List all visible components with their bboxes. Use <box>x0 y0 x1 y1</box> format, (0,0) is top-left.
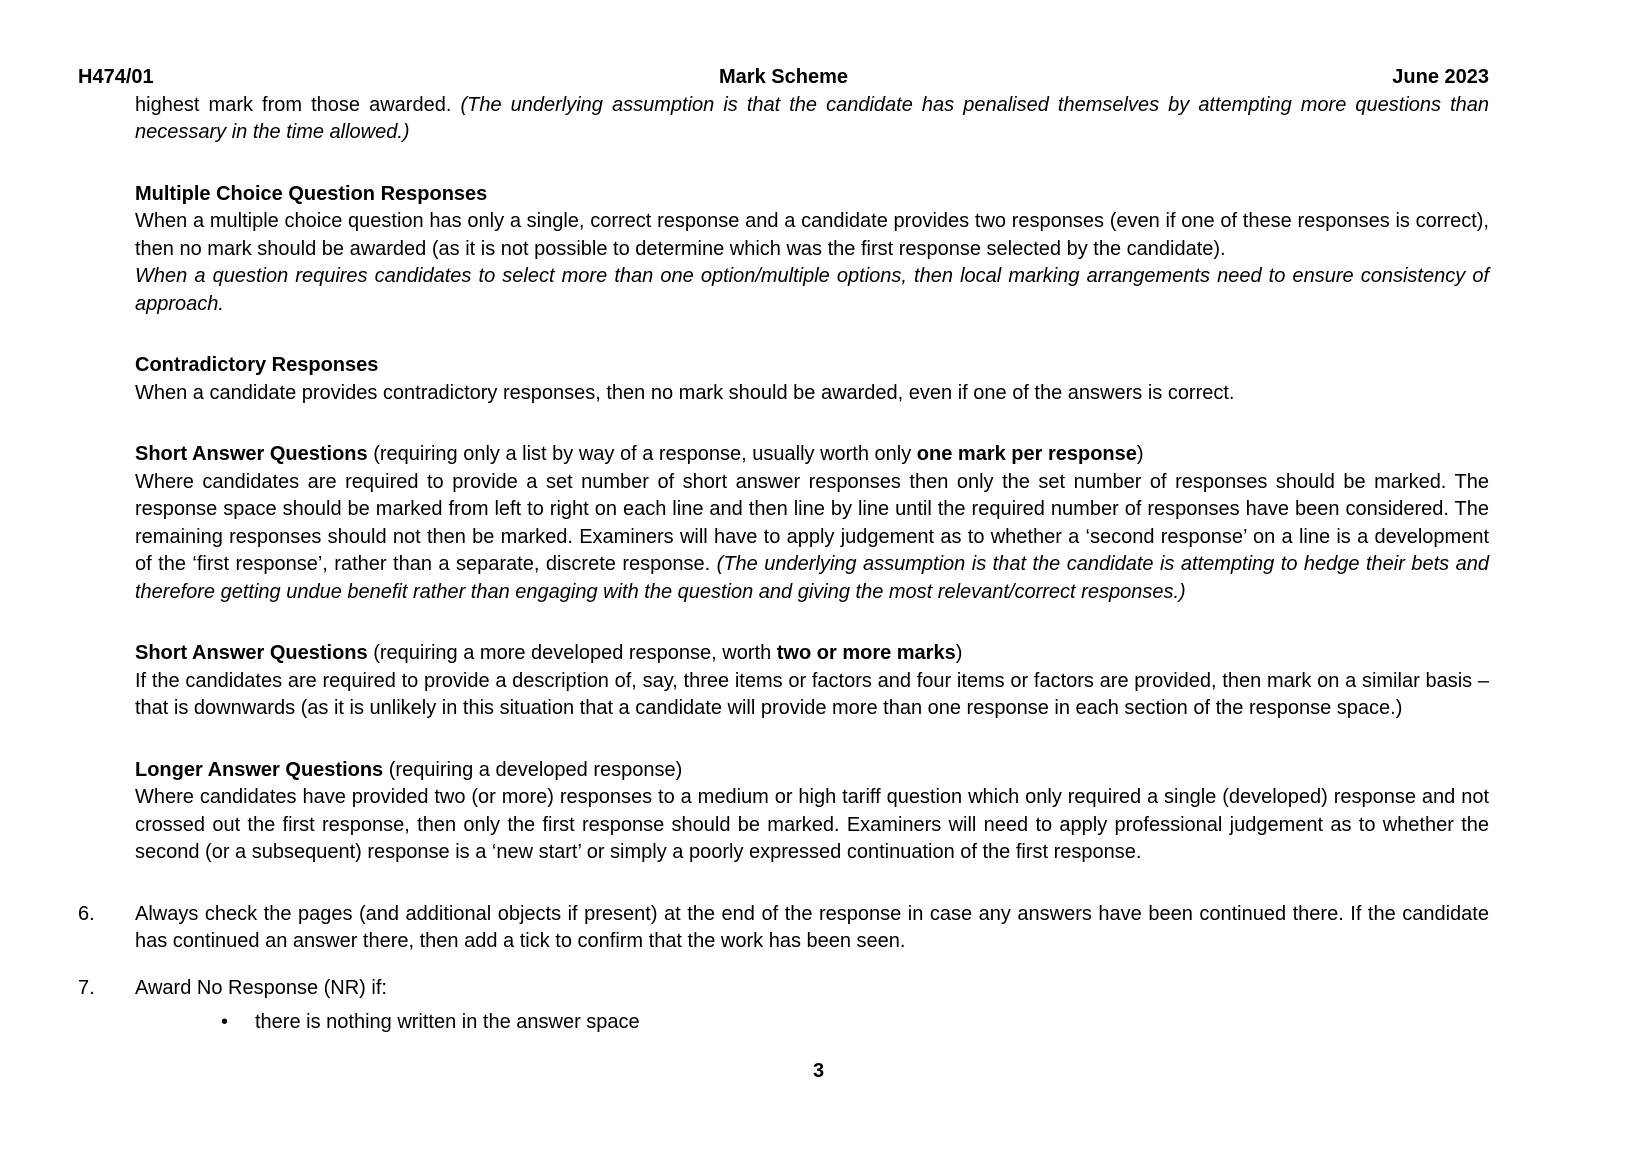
continuation-italic-note: (The underlying assumption is that the candidate has penalised themselves by attempting more questions than necessary in the time allowed.) <box>135 93 1489 143</box>
section-paragraph: Where candidates have provided two (or more) responses to a medium or high tariff question which only required a single (developed) response and not crossed out the first response, then only the first response should be marked. Examiners will need to apply professional judgement as to whether the second (or a subsequent) response is a ‘new start’ or simply a poorly expressed continuation of the first response. <box>135 786 1489 863</box>
bullet-item <box>135 1009 1489 1037</box>
section-short-answer-list <box>135 441 1489 606</box>
item-number: 7. <box>78 976 95 999</box>
section-paragraph-italic: When a question requires candidates to select more than one option/multiple options, then local marking arrangements need to ensure consistency of approach. <box>135 265 1489 315</box>
page-number: 3 <box>812 1060 825 1082</box>
section-heading: Contradictory Responses <box>135 354 379 376</box>
section-short-answer-developed <box>135 640 1489 723</box>
section-paragraph: When a candidate provides contradictory responses, then no mark should be awarded, even if one of the answers is correct. <box>135 381 1235 404</box>
section-longer-answer <box>135 757 1489 867</box>
section-contradictory-responses <box>135 352 1489 407</box>
header-title: Mark Scheme <box>719 66 848 88</box>
document-header <box>78 64 1489 92</box>
section-heading: Short Answer Questions (requiring a more developed response, worth two or more marks) <box>135 642 963 664</box>
bullet-text: there is nothing written in the answer space <box>255 1011 640 1033</box>
item-number: 6. <box>78 902 95 925</box>
section-heading: Multiple Choice Question Responses <box>135 182 488 205</box>
section-paragraph: If the candidates are required to provide a description of, say, three items or factors and four items or factors are provided, then mark on a similar basis – that is downwards (as it is unlikely in this situation that a candidate will provide more than one response in each section of the response space.) <box>135 669 1489 719</box>
numbered-item-6 <box>78 901 1489 956</box>
numbered-item-7 <box>78 975 1489 1037</box>
item-text: Always check the pages (and additional objects if present) at the end of the response in case any answers have been continued there. If the candidate has continued an answer there, then add a tick to confirm that the work has been seen. <box>135 902 1489 952</box>
continuation-paragraph <box>135 92 1489 147</box>
header-paper-code: H474/01 <box>78 66 154 88</box>
bullet-icon: • <box>221 1011 229 1033</box>
item-text <box>135 975 1489 1037</box>
continuation-text: highest mark from those awarded. <box>135 93 461 116</box>
section-heading: Short Answer Questions (requiring only a list by way of a response, usually worth only one mark per response) <box>135 443 1144 465</box>
section-paragraph: Where candidates are required to provide a set number of short answer responses then only the set number of responses should be marked. The response space should be marked from left to right on each line and then line by line until the required number of responses have been considered. The remaining responses should not then be marked. Examiners will have to apply judgement as to whether a ‘second response’ on a line is a development of the ‘first response’, rather than a separate, discrete response. (The underlying assumption is that the candidate is attempting to hedge their bets and therefore getting undue benefit rather than engaging with the question and giving the most relevant/correct responses.) <box>135 470 1490 603</box>
item-7-lead-text: Award No Response (NR) if: <box>135 976 387 999</box>
header-date: June 2023 <box>1392 66 1489 88</box>
section-heading: Longer Answer Questions (requiring a developed response) <box>135 758 683 781</box>
section-multiple-choice <box>135 181 1489 319</box>
section-paragraph: When a multiple choice question has only a single, correct response and a candidate provides two responses (even if one of these responses is correct), then no mark should be awarded (as it is not possible to determine which was the first response selected by the candidate). <box>135 210 1489 260</box>
